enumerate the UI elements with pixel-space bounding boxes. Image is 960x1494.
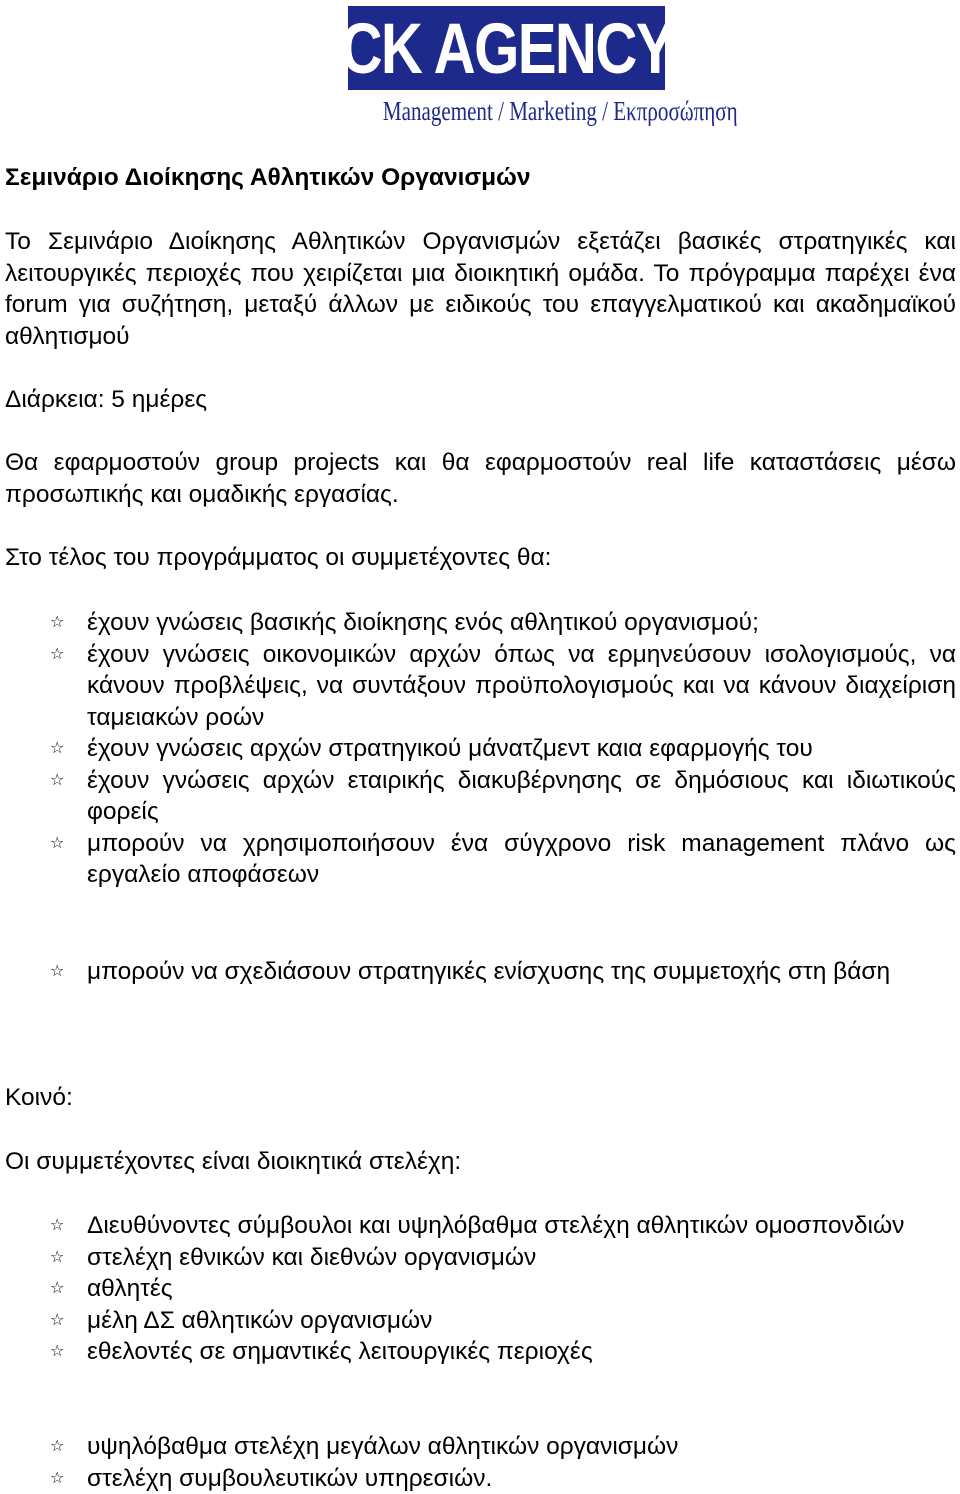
list-item xyxy=(50,1210,956,1242)
outcomes-extra-list xyxy=(50,956,956,988)
star-bullet-icon: ☆ xyxy=(50,956,68,988)
list-item-text: έχουν γνώσεις αρχών εταιρικής διακυβέρνησης σε δημόσιους και ιδιωτικούς φορείς xyxy=(87,767,956,826)
star-bullet-icon: ☆ xyxy=(50,1431,68,1463)
logo-box xyxy=(348,6,665,90)
list-item-text: έχουν γνώσεις οικονομικών αρχών όπως να ερμηνεύσουν ισολογισμούς, να κάνουν προβλέψεις, να συντάξουν προϋπολογισμούς και να κάνουν διαχείριση ταμειακών ροών xyxy=(87,641,956,731)
list-item-text: στελέχη συμβουλευτικών υπηρεσιών. xyxy=(87,1465,492,1492)
star-bullet-icon: ☆ xyxy=(50,1210,68,1242)
list-item-text: έχουν γνώσεις αρχών στρατηγικού μάνατζμεντ καια εφαρμογής του xyxy=(87,735,813,762)
audience-extra-list xyxy=(50,1431,956,1494)
list-item-text: αθλητές xyxy=(87,1275,173,1302)
duration-text: Διάρκεια: 5 ημέρες xyxy=(5,384,956,416)
document-title: Σεμινάριο Διοίκησης Αθλητικών Οργανισμών xyxy=(5,162,956,194)
logo-name: CK AGENCY xyxy=(340,14,672,85)
star-bullet-icon: ☆ xyxy=(50,1242,68,1274)
outcomes-intro: Στο τέλος του προγράμματος οι συμμετέχοντες θα: xyxy=(5,542,956,574)
list-item xyxy=(50,1463,956,1494)
logo-tagline: Management / Marketing / Εκπροσώπηση xyxy=(383,98,630,125)
outcomes-list xyxy=(50,607,956,891)
list-item xyxy=(50,765,956,828)
star-bullet-icon: ☆ xyxy=(50,828,68,860)
star-bullet-icon: ☆ xyxy=(50,1305,68,1337)
projects-paragraph: Θα εφαρμοστούν group projects και θα εφαρμοστούν real life καταστάσεις μέσω προσωπικής και ομαδικής εργασίας. xyxy=(5,447,956,510)
list-item xyxy=(50,607,956,639)
list-item-text: έχουν γνώσεις βασικής διοίκησης ενός αθλητικού οργανισμού; xyxy=(87,609,759,636)
list-item-text: υψηλόβαθμα στελέχη μεγάλων αθλητικών οργανισμών xyxy=(87,1433,678,1460)
audience-label: Κοινό: xyxy=(5,1082,956,1114)
star-bullet-icon: ☆ xyxy=(50,607,68,639)
star-bullet-icon: ☆ xyxy=(50,733,68,765)
audience-list xyxy=(50,1210,956,1368)
star-bullet-icon: ☆ xyxy=(50,765,68,797)
list-item-text: Διευθύνοντες σύμβουλοι και υψηλόβαθμα στελέχη αθλητικών ομοσπονδιών xyxy=(87,1212,904,1239)
audience-intro: Οι συμμετέχοντες είναι διοικητικά στελέχη: xyxy=(5,1146,956,1178)
list-item-text: μπορούν να χρησιμοποιήσουν ένα σύγχρονο risk management πλάνο ως εργαλείο αποφάσεων xyxy=(87,830,956,889)
list-item xyxy=(50,1336,956,1368)
list-item xyxy=(50,733,956,765)
list-item xyxy=(50,828,956,891)
list-item-text: εθελοντές σε σημαντικές λειτουργικές περιοχές xyxy=(87,1338,593,1365)
list-item-text: μπορούν να σχεδιάσουν στρατηγικές ενίσχυσης της συμμετοχής στη βάση xyxy=(87,958,890,985)
ck-agency-logo xyxy=(348,6,665,132)
list-item-text: μέλη ΔΣ αθλητικών οργανισμών xyxy=(87,1307,432,1334)
list-item xyxy=(50,1242,956,1274)
intro-paragraph: Το Σεμινάριο Διοίκησης Αθλητικών Οργανισμών εξετάζει βασικές στρατηγικές και λειτουργικές περιοχές που χειρίζεται μια διοικητική ομάδα. Το πρόγραμμα παρέχει ένα forum για συζήτηση, μεταξύ άλλων με ειδικούς του επαγγελματικού και ακαδημαϊκού αθλητισμού xyxy=(5,226,956,352)
list-item-text: στελέχη εθνικών και διεθνών οργανισμών xyxy=(87,1244,536,1271)
star-bullet-icon: ☆ xyxy=(50,1273,68,1305)
star-bullet-icon: ☆ xyxy=(50,639,68,671)
list-item xyxy=(50,956,956,988)
list-item xyxy=(50,1305,956,1337)
list-item xyxy=(50,639,956,734)
list-item xyxy=(50,1273,956,1305)
list-item xyxy=(50,1431,956,1463)
star-bullet-icon: ☆ xyxy=(50,1463,68,1494)
star-bullet-icon: ☆ xyxy=(50,1336,68,1368)
